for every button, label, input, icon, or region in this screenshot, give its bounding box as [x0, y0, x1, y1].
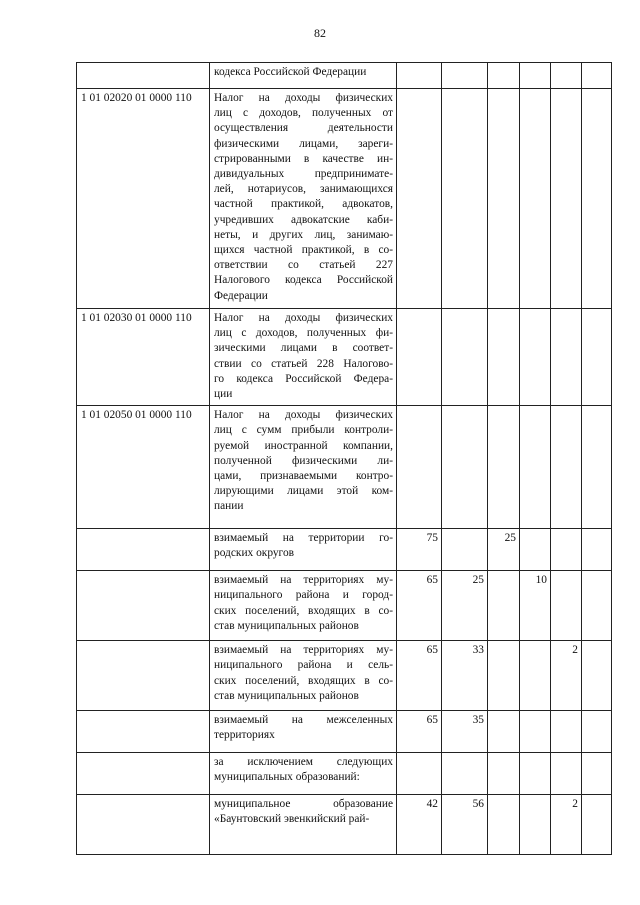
description-line: Налог на доходы физических: [214, 312, 393, 324]
description-line: физическими лицами, зареги-: [214, 137, 393, 150]
percentage-cell: 35: [442, 711, 488, 753]
revenue-description: [210, 711, 397, 753]
description-line: родских округов: [214, 547, 295, 560]
revenue-description: [210, 63, 397, 89]
description-line: лирующими лицами этой ком-: [214, 485, 393, 498]
percentage-cell: 56: [442, 795, 488, 855]
description-line: лиц с доходов, полученных от: [214, 107, 393, 120]
percentage-cell: [582, 406, 612, 529]
percentage-cell: [582, 529, 612, 571]
table-row: [77, 571, 612, 641]
percentage-cell: [582, 63, 612, 89]
description-line: взимаемый на территориях му-: [214, 574, 393, 587]
percentage-cell: [520, 529, 551, 571]
description-line: лиц с доходов, полученных фи-: [214, 327, 393, 340]
description-line: Налогового кодекса Российской: [214, 274, 393, 287]
description-line: дивидуальных предпринимате-: [214, 168, 393, 181]
description-line: стрированными в качестве ин-: [214, 152, 393, 165]
description-line: взимаемый на территории го-: [214, 532, 393, 545]
budget-classification-code: 1 01 02030 01 0000 110: [77, 309, 210, 406]
description-line: зическими лицами в соответ-: [214, 342, 393, 355]
description-line: пании: [214, 500, 244, 513]
revenue-description: [210, 795, 397, 855]
description-line: муниципальное образование: [214, 798, 393, 811]
percentage-cell: [488, 711, 520, 753]
description-line: го кодекса Российской Федера-: [214, 372, 393, 385]
description-line: «Баунтовский эвенкийский рай-: [214, 813, 370, 826]
budget-classification-code: 1 01 02020 01 0000 110: [77, 89, 210, 309]
percentage-cell: 25: [488, 529, 520, 571]
description-line: неты, и других лиц, занимаю-: [214, 228, 393, 241]
percentage-cell: [397, 406, 442, 529]
percentage-cell: [442, 309, 488, 406]
percentage-cell: [488, 89, 520, 309]
table-row: [77, 309, 612, 406]
percentage-cell: [488, 63, 520, 89]
percentage-cell: [520, 309, 551, 406]
percentage-cell: [582, 753, 612, 795]
percentage-cell: [397, 89, 442, 309]
description-line: взимаемый на территориях му-: [214, 644, 393, 657]
percentage-cell: 42: [397, 795, 442, 855]
description-line: за исключением следующих: [214, 756, 393, 769]
percentage-cell: [488, 309, 520, 406]
percentage-cell: 65: [397, 711, 442, 753]
percentage-cell: [488, 753, 520, 795]
budget-classification-code: [77, 711, 210, 753]
table-row: [77, 63, 612, 89]
percentage-cell: [397, 753, 442, 795]
table-body: [77, 63, 612, 855]
percentage-cell: [442, 89, 488, 309]
percentage-cell: [397, 309, 442, 406]
percentage-cell: [488, 795, 520, 855]
revenue-description: [210, 89, 397, 309]
percentage-cell: 65: [397, 571, 442, 641]
description-line: территориях: [214, 729, 275, 742]
description-line: частной практикой, адвокатов,: [214, 198, 393, 211]
percentage-cell: [488, 641, 520, 711]
description-line: Налог на доходы физических: [214, 409, 393, 422]
revenue-description: [210, 571, 397, 641]
revenue-description: [210, 641, 397, 711]
description-line: Налог на доходы физических: [214, 92, 393, 104]
revenue-description: [210, 753, 397, 795]
page-number: 82: [314, 26, 326, 40]
percentage-cell: [520, 89, 551, 309]
budget-classification-code: [77, 63, 210, 89]
budget-classification-code: 1 01 02050 01 0000 110: [77, 406, 210, 529]
percentage-cell: [582, 571, 612, 641]
percentage-cell: [442, 529, 488, 571]
budget-classification-code: [77, 571, 210, 641]
description-line: муниципальных образований:: [214, 771, 360, 784]
percentage-cell: [551, 63, 582, 89]
percentage-cell: 2: [551, 795, 582, 855]
table-row: [77, 529, 612, 571]
description-line: став муниципальных районов: [214, 689, 359, 702]
description-line: лиц с сумм прибыли контроли-: [214, 424, 393, 437]
percentage-cell: [442, 63, 488, 89]
percentage-cell: [442, 406, 488, 529]
description-line: полученной физическими ли-: [214, 454, 393, 467]
percentage-cell: [520, 711, 551, 753]
percentage-cell: 25: [442, 571, 488, 641]
budget-allocation-table: [76, 62, 612, 855]
budget-classification-code: [77, 641, 210, 711]
percentage-cell: [582, 641, 612, 711]
description-line: учредивших адвокатские каби-: [214, 213, 393, 226]
description-line: ции: [214, 388, 233, 401]
percentage-cell: [551, 571, 582, 641]
percentage-cell: [551, 753, 582, 795]
budget-classification-code: [77, 529, 210, 571]
description-line: ских поселений, входящих в со-: [214, 604, 393, 617]
table-row: [77, 641, 612, 711]
percentage-cell: [488, 571, 520, 641]
description-line: взимаемый на межселенных: [214, 714, 393, 727]
description-line: ответствии со статьей 227: [214, 259, 393, 272]
percentage-cell: [551, 309, 582, 406]
percentage-cell: 10: [520, 571, 551, 641]
percentage-cell: [520, 641, 551, 711]
percentage-cell: [582, 795, 612, 855]
percentage-cell: [551, 529, 582, 571]
percentage-cell: [582, 89, 612, 309]
table-row: [77, 406, 612, 529]
revenue-description: [210, 406, 397, 529]
table-row: [77, 89, 612, 309]
percentage-cell: [442, 753, 488, 795]
table-row: [77, 711, 612, 753]
percentage-cell: [582, 309, 612, 406]
percentage-cell: [551, 711, 582, 753]
description-line: кодекса Российской Федерации: [214, 66, 367, 78]
percentage-cell: 65: [397, 641, 442, 711]
percentage-cell: [551, 89, 582, 309]
percentage-cell: [520, 63, 551, 89]
table-row: [77, 753, 612, 795]
description-line: ниципального района и город-: [214, 589, 393, 602]
description-line: ствии со статьей 228 Налогово-: [214, 357, 393, 370]
description-line: ниципального района и сель-: [214, 659, 393, 672]
description-line: цами, признаваемыми контро-: [214, 470, 393, 483]
description-line: став муниципальных районов: [214, 619, 359, 632]
percentage-cell: [520, 795, 551, 855]
percentage-cell: [582, 711, 612, 753]
percentage-cell: 33: [442, 641, 488, 711]
description-line: ских поселений, входящих в со-: [214, 674, 393, 687]
percentage-cell: [520, 406, 551, 529]
budget-classification-code: [77, 795, 210, 855]
description-line: осуществления деятельности: [214, 122, 393, 135]
percentage-cell: 75: [397, 529, 442, 571]
percentage-cell: [488, 406, 520, 529]
percentage-cell: 2: [551, 641, 582, 711]
description-line: Федерации: [214, 289, 268, 302]
table-row: [77, 795, 612, 855]
percentage-cell: [551, 406, 582, 529]
description-line: руемой иностранной компании,: [214, 439, 393, 452]
percentage-cell: [520, 753, 551, 795]
revenue-description: [210, 309, 397, 406]
description-line: лей, нотариусов, занимающихся: [214, 183, 393, 196]
revenue-description: [210, 529, 397, 571]
budget-classification-code: [77, 753, 210, 795]
percentage-cell: [397, 63, 442, 89]
description-line: щихся частной практикой, в со-: [214, 244, 393, 257]
